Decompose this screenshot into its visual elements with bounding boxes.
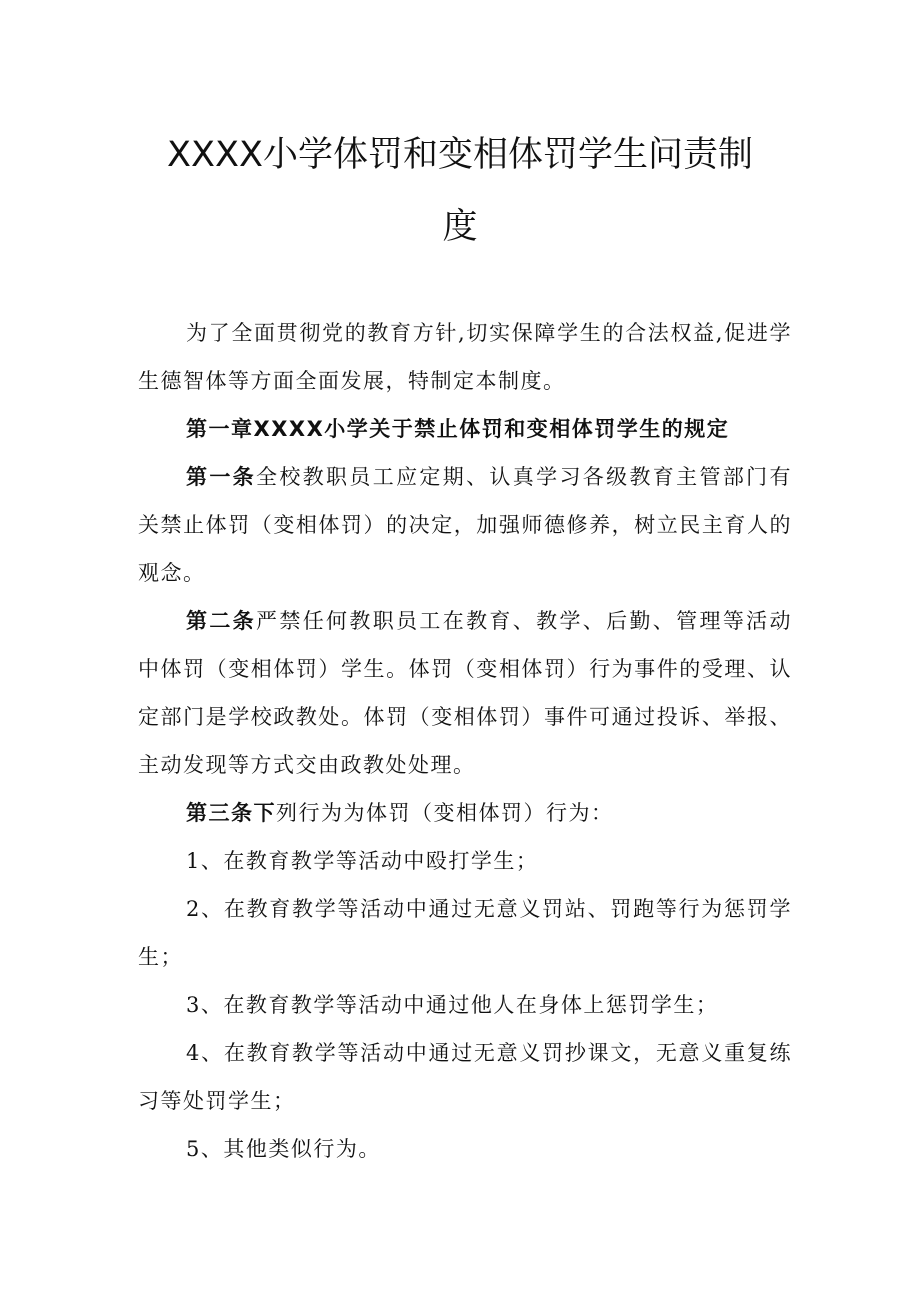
article-2 — [138, 597, 792, 789]
intro-paragraph: 为了全面贯彻党的教育方针,切实保障学生的合法权益,促进学生德智体等方面全面发展，特制定本制度。 — [138, 321, 792, 393]
article-1-label: 第一条 — [186, 465, 257, 489]
article-2-label: 第二条 — [186, 609, 257, 633]
list-item: 5、其他类似行为。 — [186, 1137, 381, 1161]
article-1-text: 全校教职员工应定期、认真学习各级教育主管部门有关禁止体罚（变相体罚）的决定，加强师德修养，树立民主育人的观念。 — [138, 465, 793, 585]
article-2-text: 严禁任何教职员工在教育、教学、后勤、管理等活动中体罚（变相体罚）学生。体罚（变相体罚）行为事件的受理、认定部门是学校政教处。体罚（变相体罚）事件可通过投诉、举报、主动发现等方式交由政教处处理。 — [138, 609, 793, 777]
chapter-1-heading: 第一章XXXX小学关于禁止体罚和变相体罚学生的规定 — [186, 417, 730, 441]
list-item: 1、在教育教学等活动中殴打学生； — [186, 849, 539, 873]
article-3-text: 列行为为体罚（变相体罚）行为： — [276, 801, 614, 825]
list-item: 4、在教育教学等活动中通过无意义罚抄课文，无意义重复练习等处罚学生； — [138, 1041, 792, 1113]
document-body — [138, 309, 792, 1173]
list-item: 2、在教育教学等活动中通过无意义罚站、罚跑等行为惩罚学生； — [138, 897, 792, 969]
document-title-line2: 度 — [442, 207, 478, 247]
article-1 — [138, 453, 792, 597]
article-3 — [138, 789, 792, 837]
document-title-line1: XXXX小学体罚和变相体罚学生问责制 — [167, 135, 753, 175]
article-3-label: 第三条下 — [186, 801, 276, 825]
list-item: 3、在教育教学等活动中通过他人在身体上惩罚学生； — [186, 993, 719, 1017]
